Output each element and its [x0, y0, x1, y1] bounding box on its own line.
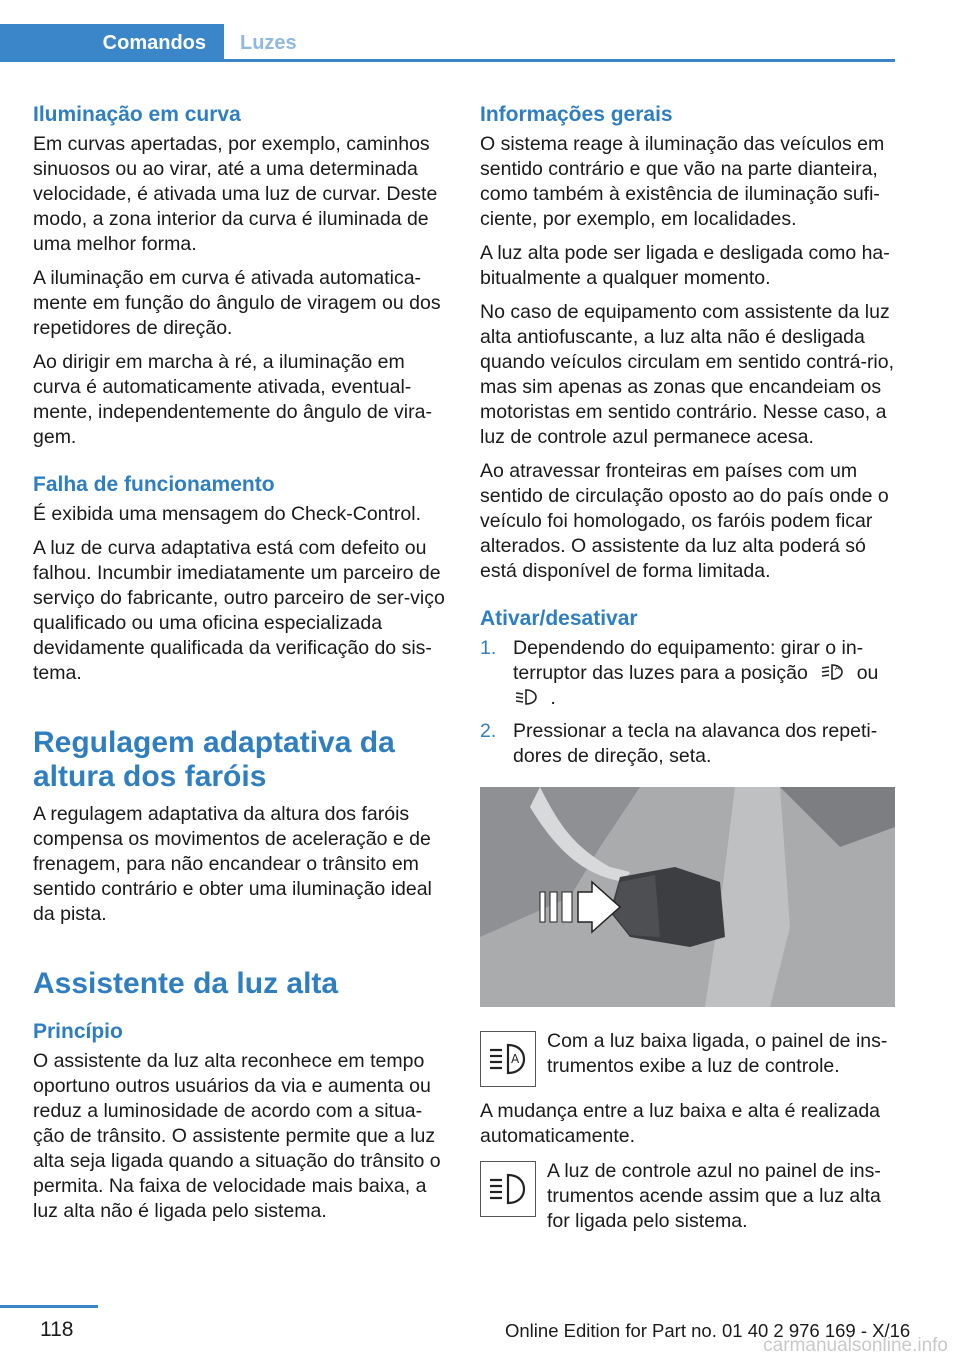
list-item: 1. Dependendo do equipamento: girar o in-terruptor das luzes para a posição A ou .	[480, 637, 879, 709]
step-number: 2.	[480, 720, 497, 742]
tab-comandos[interactable]: Comandos	[0, 24, 224, 62]
heading-falha-funcionamento: Falha de funcionamento	[33, 473, 275, 496]
paragraph: O sistema reage à iluminação das veículos em sentido contrário e que vão na parte dianteira, como também à existência de iluminação sufi-ciente, por exemplo, em localidades.	[480, 133, 885, 230]
page-number: 118	[40, 1318, 74, 1341]
steps-list	[480, 636, 898, 769]
heading-iluminacao-curva: Iluminação em curva	[33, 103, 241, 126]
paragraph: A regulagem adaptativa da altura dos faróis compensa os movimentos de aceleração e de frenagem, para não encandear o trânsito em sentido contrário e obter uma iluminação ideal da pista.	[33, 803, 432, 925]
page-header	[0, 0, 960, 62]
heading-principio: Princípio	[33, 1020, 123, 1043]
paragraph: Ao dirigir em marcha à ré, a iluminação em curva é automaticamente ativada, eventual-mente, independentemente do ângulo de vira-gem.	[33, 351, 432, 448]
paragraph: Ao atravessar fronteiras em países com um sentido de circulação oposto ao do país onde o veículo foi homologado, os faróis podem ficar alterados. O assistente da luz alta poderá só está disponível de forma limitada.	[480, 460, 889, 582]
auto-high-beam-indicator-icon	[480, 1031, 536, 1087]
auto-headlight-icon	[819, 662, 845, 682]
right-column	[480, 102, 898, 1246]
step-number: 1.	[480, 637, 497, 659]
list-item: 2. Pressionar a tecla na alavanca dos repeti-dores de direção, seta.	[480, 720, 878, 767]
heading-assistente-luz-alta: Assistente da luz alta	[33, 967, 339, 1000]
watermark: carmanualsonline.info	[763, 1335, 948, 1356]
heading-ativar-desativar: Ativar/desativar	[480, 607, 638, 630]
footer-divider	[0, 1305, 98, 1308]
low-beam-icon	[513, 687, 539, 707]
paragraph: A iluminação em curva é ativada automatica-mente em função do ângulo de viragem ou dos repetidores de direção.	[33, 267, 441, 339]
paragraph: A luz de curva adaptativa está com defeito ou falhou. Incumbir imediatamente um parceiro de serviço do fabricante, outro parceiro de ser-viço qualificado ou uma oficina especializada devidamente qualificada da verificação do sis-tema.	[33, 537, 445, 684]
paragraph: O assistente da luz alta reconhece em tempo oportuno outros usuários da via e aumenta ou reduz a luminosidade de acordo com a situa-ção de trânsito. O assistente permite que a luz alta seja ligada quando a situação do trânsito o permita. Na faixa de velocidade mais baixa, a luz alta não é ligada pelo sistema.	[33, 1050, 441, 1222]
svg-text:A: A	[511, 1052, 520, 1066]
paragraph: A luz alta pode ser ligada e desligada como ha-bitualmente a qualquer momento.	[480, 242, 890, 289]
paragraph: É exibida uma mensagem do Check-Control.	[33, 503, 422, 525]
heading-regulagem-altura: Regulagem adaptativa da altura dos faróis	[33, 726, 395, 793]
header-divider	[224, 59, 895, 62]
tab-luzes[interactable]: Luzes	[240, 31, 297, 54]
svg-text:A: A	[835, 664, 841, 672]
high-beam-indicator-row	[480, 1159, 898, 1234]
low-beam-indicator-row	[480, 1029, 898, 1087]
high-beam-indicator-icon	[480, 1161, 536, 1217]
heading-informacoes-gerais: Informações gerais	[480, 103, 673, 126]
paragraph: No caso de equipamento com assistente da luz alta antiofuscante, a luz alta não é desligada quando veículos circulam em sentido contrá-rio, mas sim apenas as zonas que encandeiam os motoristas em sentido contrário. Nesse caso, a luz de controle azul permanece acesa.	[480, 301, 895, 448]
paragraph: A mudança entre a luz baixa e alta é realizada automaticamente.	[480, 1100, 881, 1147]
paragraph: Com a luz baixa ligada, o painel de ins-trumentos exibe a luz de controle.	[547, 1030, 888, 1077]
paragraph: Em curvas apertadas, por exemplo, caminhos sinuosos ou ao virar, até a uma determinada velocidade, é ativada uma luz de curvar. Deste modo, a zona interior da curva é iluminada de uma melhor forma.	[33, 133, 438, 255]
left-column	[33, 102, 451, 1233]
paragraph: A luz de controle azul no painel de ins-trumentos acende assim que a luz alta for ligada pelo sistema.	[547, 1160, 881, 1232]
turn-signal-lever-photo	[480, 787, 895, 1007]
edition-note: Online Edition for Part no. 01 40 2 976 169 - X/16	[505, 1320, 911, 1341]
